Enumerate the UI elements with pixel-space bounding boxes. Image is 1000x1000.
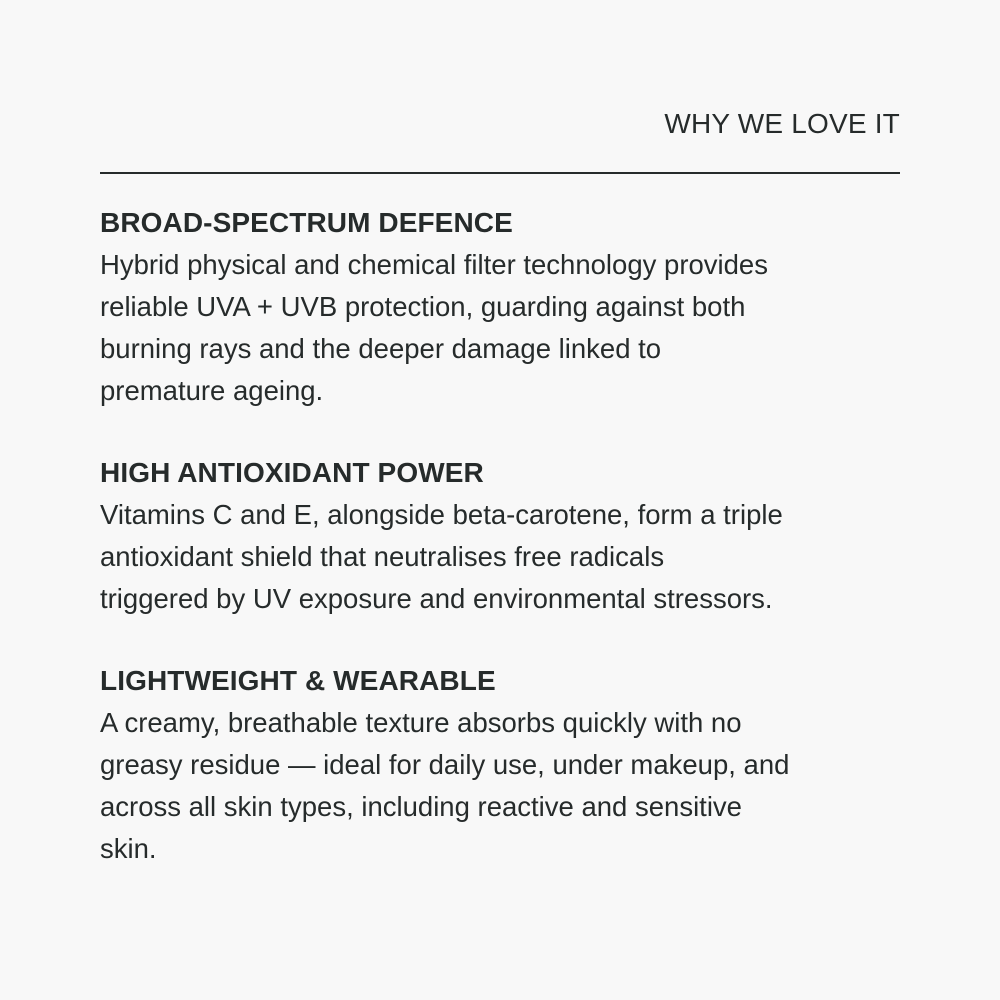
feature-broad-spectrum — [100, 202, 900, 412]
feature-description-line: Hybrid physical and chemical filter technology provides — [100, 249, 768, 280]
feature-description-line: Vitamins C and E, alongside beta-carotene, form a triple — [100, 499, 783, 530]
feature-description-line: premature ageing. — [100, 375, 324, 406]
divider — [100, 172, 900, 174]
feature-lightweight — [100, 660, 900, 870]
feature-description — [100, 702, 900, 870]
feature-antioxidant — [100, 452, 900, 620]
feature-title: BROAD-SPECTRUM DEFENCE — [100, 207, 513, 238]
feature-description-line: burning rays and the deeper damage linked to — [100, 333, 662, 364]
feature-list — [100, 202, 900, 870]
feature-description — [100, 244, 900, 412]
feature-description-line: triggered by UV exposure and environmental stressors. — [100, 583, 773, 614]
feature-description-line: across all skin types, including reactive and sensitive — [100, 791, 742, 822]
feature-description-line: reliable UVA + UVB protection, guarding against both — [100, 291, 746, 322]
feature-title: LIGHTWEIGHT & WEARABLE — [100, 665, 496, 696]
feature-description-line: skin. — [100, 833, 157, 864]
feature-description-line: greasy residue — ideal for daily use, under makeup, and — [100, 749, 790, 780]
feature-title: HIGH ANTIOXIDANT POWER — [100, 457, 484, 488]
feature-description-line: antioxidant shield that neutralises free radicals — [100, 541, 665, 572]
feature-description-line: A creamy, breathable texture absorbs quickly with no — [100, 707, 742, 738]
feature-description — [100, 494, 900, 620]
section-label: WHY WE LOVE IT — [664, 108, 900, 139]
